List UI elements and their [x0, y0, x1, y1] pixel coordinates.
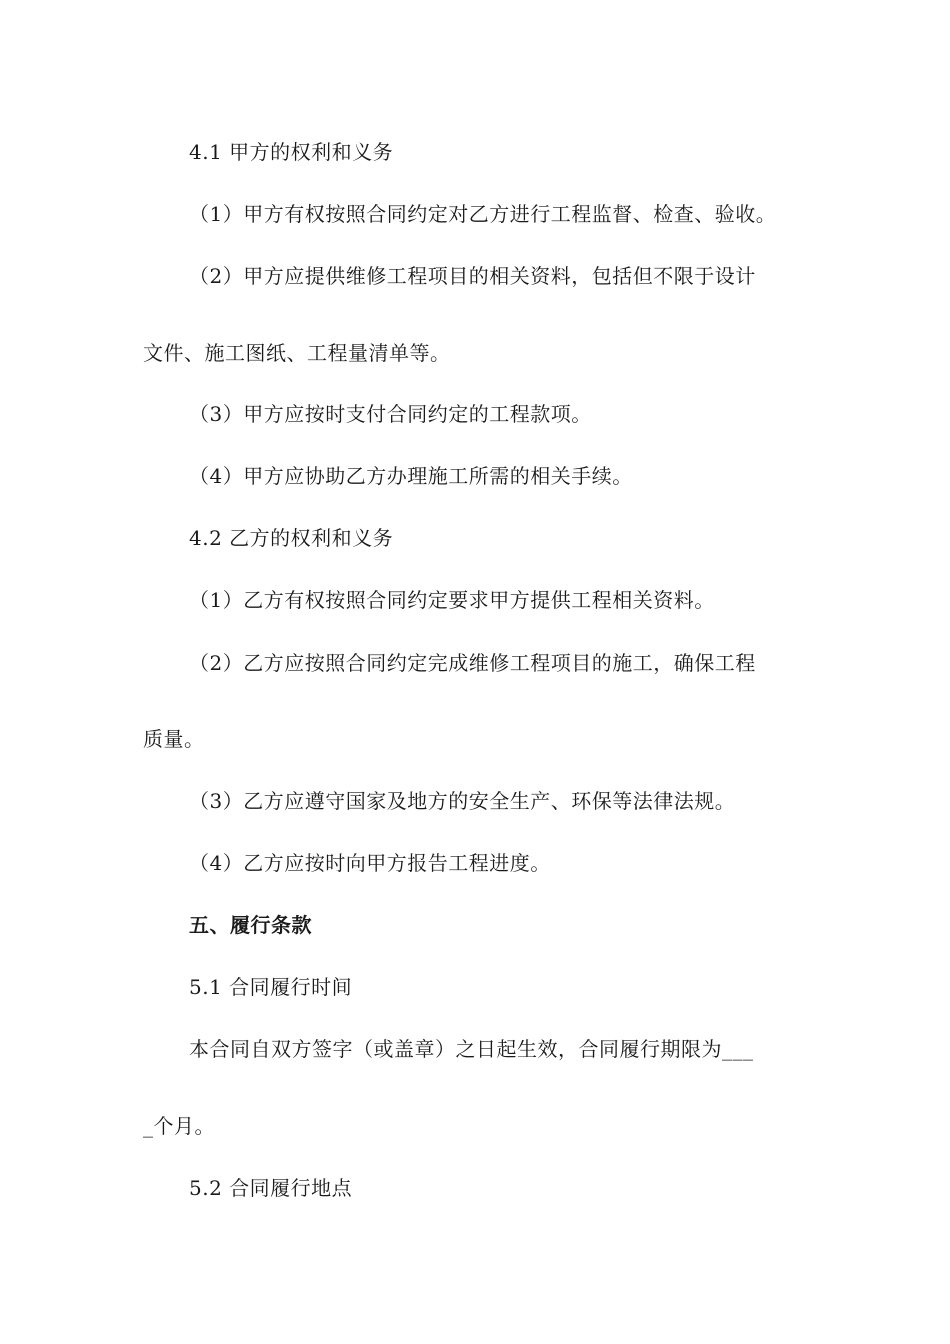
chapter-heading-5: 五、履行条款: [189, 913, 312, 937]
paragraph-line: （1）甲方有权按照合同约定对乙方进行工程监督、检查、验收。: [189, 202, 777, 226]
paragraph-line: （4）甲方应协助乙方办理施工所需的相关手续。: [189, 464, 633, 488]
paragraph-line: 本合同自双方签字（或盖章）之日起生效，合同履行期限为___: [189, 1037, 754, 1061]
section-heading-4-2: 4.2 乙方的权利和义务: [189, 526, 394, 550]
paragraph-line: （2）甲方应提供维修工程项目的相关资料，包括但不限于设计: [189, 264, 756, 288]
section-heading-4-1: 4.1 甲方的权利和义务: [189, 140, 394, 164]
paragraph-line-continuation: 质量。: [143, 727, 205, 751]
paragraph-line-continuation: 文件、施工图纸、工程量清单等。: [143, 341, 451, 365]
paragraph-line: （1）乙方有权按照合同约定要求甲方提供工程相关资料。: [189, 588, 715, 612]
paragraph-line: （3）乙方应遵守国家及地方的安全生产、环保等法律法规。: [189, 789, 736, 813]
paragraph-line: （2）乙方应按照合同约定完成维修工程项目的施工，确保工程: [189, 651, 756, 675]
paragraph-line: （3）甲方应按时支付合同约定的工程款项。: [189, 402, 592, 426]
section-heading-5-2: 5.2 合同履行地点: [189, 1176, 353, 1200]
paragraph-line: （4）乙方应按时向甲方报告工程进度。: [189, 851, 551, 875]
section-heading-5-1: 5.1 合同履行时间: [189, 975, 353, 999]
paragraph-line-continuation: _个月。: [143, 1114, 215, 1138]
